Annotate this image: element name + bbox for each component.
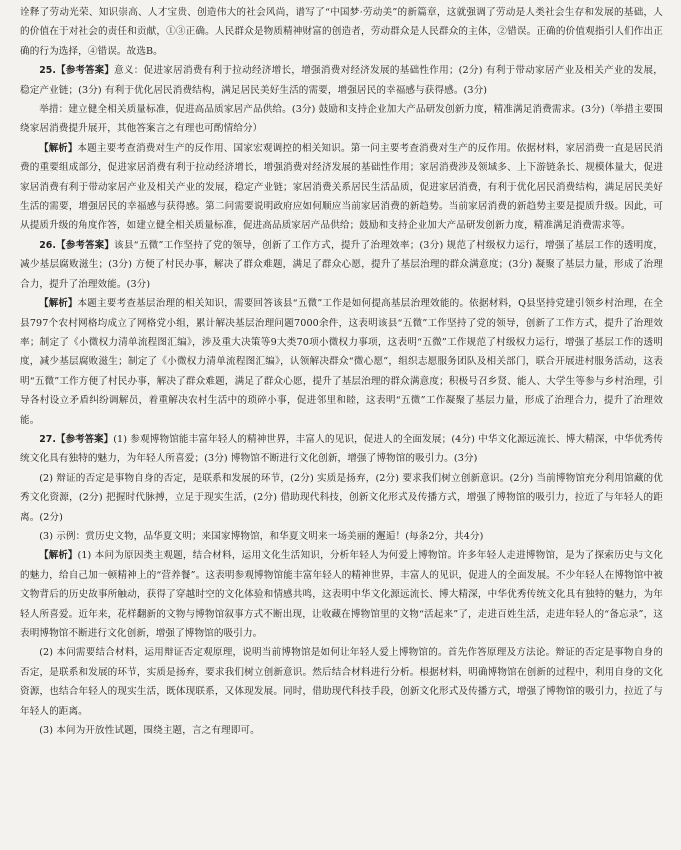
q27-analysis-1-paragraph	[20, 546, 663, 643]
q26-answer-text: 该县“五微”工作坚持了党的领导，创新了工作方式，提升了治理效率；(3分) 规范了村级权力运行，增强了基层工作的透明度，减少基层腐败滋生；(3分) 方便了村民办事，解决了群众难题，满足了群众心愿，提升了基层治理的群众满意度；(3分) 凝聚了基层力量，形成了治理合力，提升了治理效能。(3分)	[20, 239, 663, 290]
q27-analysis-3-paragraph	[20, 721, 663, 740]
q27-answer-2-paragraph	[20, 469, 663, 527]
q26-answer-paragraph	[20, 236, 663, 294]
q26-analysis-tag: 【解析】	[39, 298, 78, 310]
q25-analysis-tag: 【解析】	[39, 142, 78, 154]
q25-analysis-text: 本题主要考查消费对生产的反作用、国家宏观调控的相关知识。第一问主要考查消费对生产的反作用。依据材料，家居消费一直是居民消费的重要组成部分，促进家居消费有利于拉动经济增长，增强消费对经济发展的基础性作用；家居消费涉及领域多、上下游链条长、规模体量大，促进家居消费有利于带动家居产业及相关产业的发展，稳定产业链；家居消费关系居民生活品质，促进家居消费，有利于优化居民消费结构，满足居民美好生活的需要，增强居民的幸福感与获得感。第二问需要说明政府应如何顺应当前家居消费的新趋势。当前家居消费的新趋势主要是提质升级。因此，可从提质升级的角度作答，如建立健全相关质量标准，促进高品质家居产品供给；鼓励和支持企业加大产品研发创新力度，精准满足消费需求等。	[20, 142, 664, 232]
q25-analysis-paragraph	[20, 139, 663, 236]
q25-answer-tag: 25.【参考答案】	[39, 65, 115, 77]
q25-measures-paragraph	[20, 100, 663, 139]
q25-answer-text: 意义：促进家居消费有利于拉动经济增长，增强消费对经济发展的基础性作用；(2分) 有利于带动家居产业及相关产业的发展，稳定产业链；(3分) 有利于优化居民消费结构，满足居民美好生活的需要，增强居民的幸福感与获得感。(3分)	[20, 65, 663, 96]
q26-analysis-paragraph	[20, 294, 663, 430]
intro-text: 诠释了劳动光荣、知识崇高、人才宝贵、创造伟大的社会风尚，谱写了“中国梦·劳动美”的新篇章，这就强调了劳动是人类社会生存和发展的基础，人的价值在于对社会的责任和贡献，①③正确。人民群众是物质精神财富的创造者，劳动群众是人民群众的主体，②错误。正确的价值观指引人们作出正确的行为选择，④错误。故选B。	[20, 7, 663, 57]
q27-answer-tag: 27.【参考答案】	[39, 433, 114, 445]
q27-analysis-2-paragraph	[20, 643, 663, 721]
q27-answer-3-text: (3) 示例：赏历史文物，品华夏文明；来国家博物馆，和华夏文明来一场美丽的邂逅！(每条2分，共4分)	[39, 530, 484, 542]
intro-paragraph	[20, 3, 663, 61]
q27-analysis-3-text: (3) 本问为开放性试题，围绕主题，言之有理即可。	[39, 725, 260, 737]
q27-answer-1-text: (1) 参观博物馆能丰富年轻人的精神世界，丰富人的见识，促进人的全面发展；(4分) 中华文化源远流长、博大精深，中华优秀传统文化具有独特的魅力，为年轻人所喜爱；(3分) 博物馆不断进行文化创新，增强了博物馆的吸引力。(3分)	[20, 433, 663, 465]
q27-analysis-tag: 【解析】	[39, 550, 78, 562]
q27-analysis-2-text: (2) 本问需要结合材料，运用辩证否定观原理，说明当前博物馆是如何让年轻人爱上博物馆的。首先作答原理及方法论。辩证的否定是事物自身的否定，是联系和发展的环节，实质是扬弃，要求我们树立创新意识。然后结合材料进行分析。根据材料，明确博物馆在创新的过程中，利用自身的文化资源，也结合年轻人的现实生活，既体现联系，又体现发展。同时，借助现代科技手段，创新文化形式及传播方式，增强了博物馆的吸引力，拉近了与年轻人的距离。	[20, 647, 663, 717]
q27-answer-1-paragraph	[20, 430, 663, 469]
q26-analysis-text: 本题主要考查基层治理的相关知识，需要回答该县“五微”工作是如何提高基层治理效能的。依据材料，Q县坚持党建引领乡村治理，在全县797个农村网格均成立了网格党小组，累计解决基层治理问题7000余件，这表明该县“五微”工作坚持了党的领导，创新了工作方式，提升了治理效率；制定了《小微权力清单流程图汇编》，涉及重大决策等9大类70项小微权力事项，这表明“五微”工作规范了村级权力运行，增强了基层工作的透明度，减少基层腐败滋生；制定了《小微权力清单流程图汇编》，认领解决群众“微心愿”，组织志愿服务团队及相关部门，联合开展进村服务活动，这表明“五微”工作方便了村民办事，解决了群众难题，满足了群众心愿，提升了基层治理的群众满意度；积极号召乡贤、能人、大学生等参与乡村治理，引导各村设立矛盾纠纷调解员，着重解决农村生活中的琐碎小事，促进邻里和睦，这表明“五微”工作凝聚了基层力量，形成了治理合力，提升了治理效能。	[20, 298, 663, 426]
q25-measures-text: 举措：建立健全相关质量标准，促进高品质家居产品供给。(3分) 鼓励和支持企业加大产品研发创新力度，精准满足消费需求。(3分)（举措主要围绕家居消费提升展开，其他答案言之有理也可酌情给分）	[20, 104, 663, 135]
q27-analysis-1-text: (1) 本问为原因类主观题，结合材料，运用文化生活知识，分析年轻人为何爱上博物馆。许多年轻人走进博物馆，是为了探索历史与文化的魅力，给自己加一顿精神上的“营养餐”。这表明参观博物馆能丰富年轻人的精神世界，丰富人的见识，促进人的全面发展。不少年轻人在博物馆中被文物背后的历史故事所触动，获得了穿越时空的文化体验和情感共鸣，这表明中华文化源远流长、博大精深，中华优秀传统文化具有独特的魅力，为年轻人所喜爱。近年来，花样翻新的文物与博物馆叙事方式不断出现，让收藏在博物馆里的文物“活起来”了，走进百姓生活，走进年轻人的“备忘录”，这表明博物馆不断进行文化创新，增强了博物馆的吸引力。	[20, 550, 663, 639]
q27-answer-2-text: (2) 辩证的否定是事物自身的否定，是联系和发展的环节，(2分) 实质是扬弃，(2分) 要求我们树立创新意识。(2分) 当前博物馆充分利用馆藏的优秀文化资源，(2分) 把握时代脉搏，立足于现实生活，(2分) 借助现代科技，创新文化形式及传播方式，增强了博物馆的吸引力，拉近了与年轻人的距离。(2分)	[20, 472, 663, 523]
q26-answer-tag: 26.【参考答案】	[39, 239, 114, 251]
q27-answer-3-paragraph	[20, 527, 663, 546]
q25-answer-paragraph	[20, 61, 663, 100]
